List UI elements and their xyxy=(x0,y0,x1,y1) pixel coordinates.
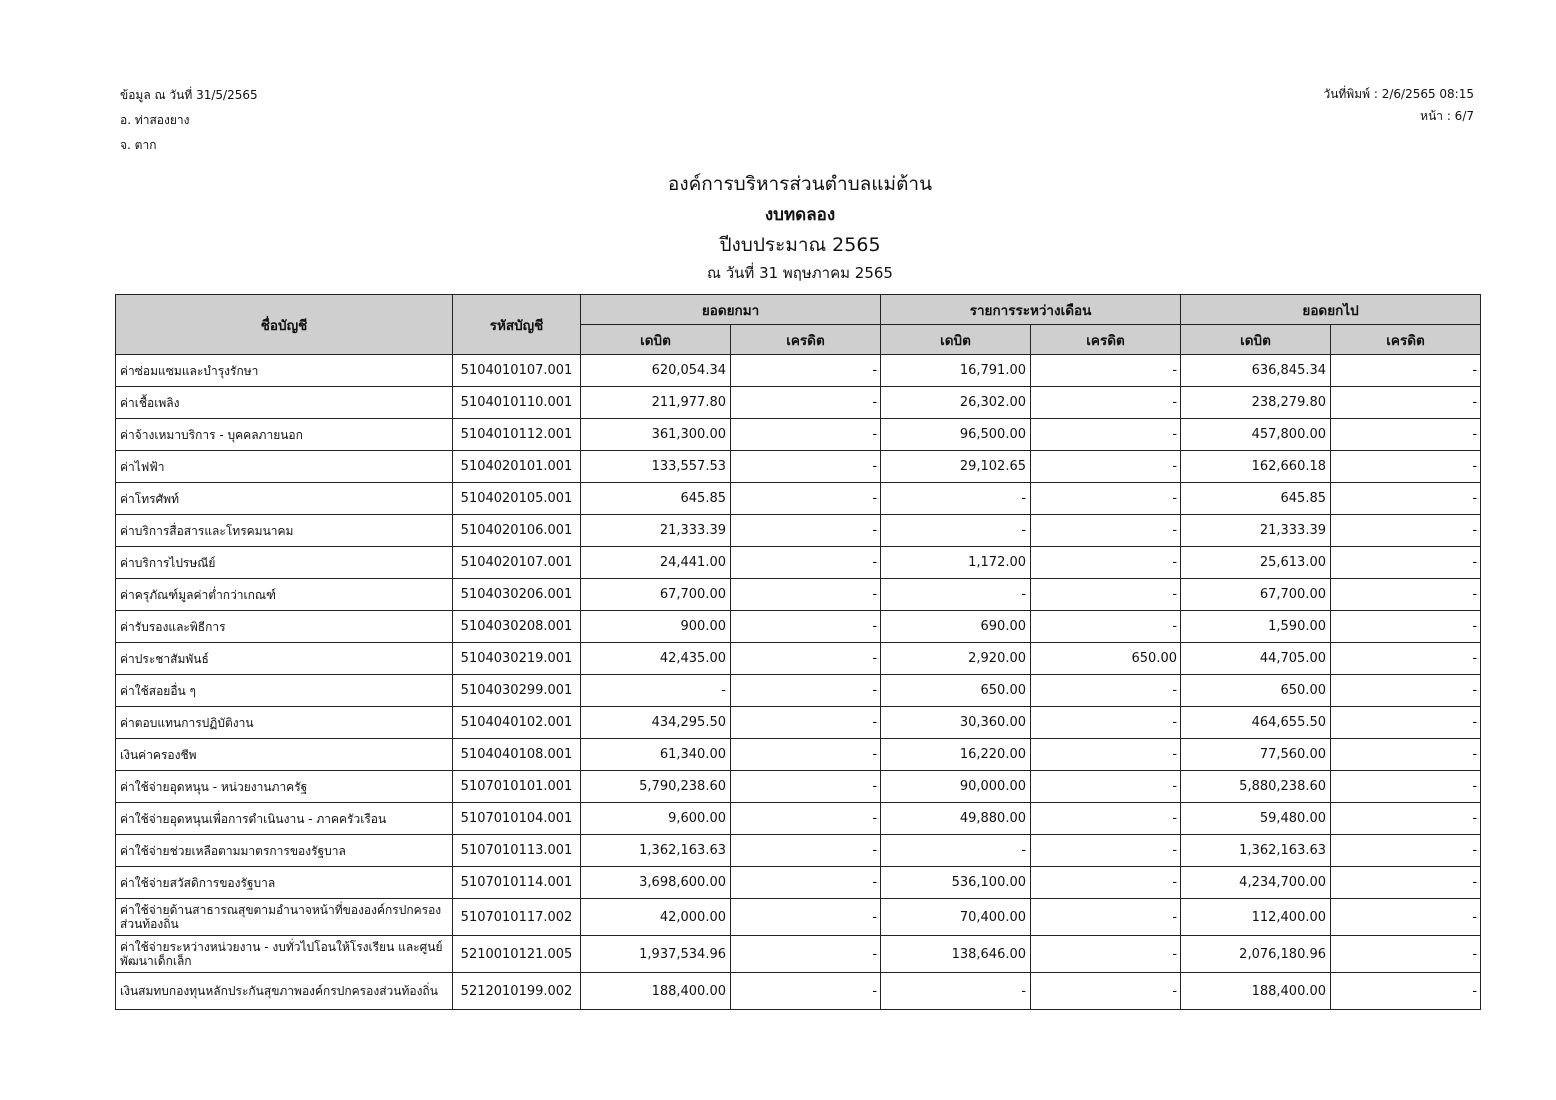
bf-credit-cell: - xyxy=(731,483,881,515)
account-code-cell: 5104020107.001 xyxy=(453,547,581,579)
m-credit-cell: - xyxy=(1031,707,1181,739)
account-code-cell: 5104020105.001 xyxy=(453,483,581,515)
m-debit-cell: 2,920.00 xyxy=(881,643,1031,675)
as-of-date: ณ วันที่ 31 พฤษภาคม 2565 xyxy=(707,264,893,282)
bf-credit-cell: - xyxy=(731,611,881,643)
account-name-cell: ค่าใช้จ่ายด้านสาธารณสุขตามอำนาจหน้าที่ขององค์กรปกครองส่วนท้องถิ่น xyxy=(116,899,453,936)
bf-credit-cell: - xyxy=(731,973,881,1010)
report-title: งบทดลอง xyxy=(764,205,836,225)
account-name-cell: ค่าใช้จ่ายสวัสดิการของรัฐบาล xyxy=(116,867,453,899)
cf-debit-cell: 4,234,700.00 xyxy=(1181,867,1331,899)
table-row xyxy=(116,643,1481,675)
bf-credit-cell: - xyxy=(731,835,881,867)
m-credit-cell: - xyxy=(1031,355,1181,387)
page-number: หน้า : 6/7 xyxy=(1420,109,1474,123)
cf-credit-cell: - xyxy=(1331,867,1481,899)
m-credit-cell: - xyxy=(1031,483,1181,515)
report-meta-left xyxy=(120,88,258,163)
cf-credit-cell: - xyxy=(1331,643,1481,675)
header-cf-credit: เครดิต xyxy=(1331,325,1481,355)
header-cf-debit: เดบิต xyxy=(1181,325,1331,355)
m-debit-cell: - xyxy=(881,973,1031,1010)
m-debit-cell: 650.00 xyxy=(881,675,1031,707)
m-credit-cell: - xyxy=(1031,547,1181,579)
m-credit-cell: - xyxy=(1031,675,1181,707)
account-code-cell: 5104010110.001 xyxy=(453,387,581,419)
cf-credit-cell: - xyxy=(1331,579,1481,611)
cf-credit-cell: - xyxy=(1331,611,1481,643)
account-name-cell: ค่าใช้จ่ายช่วยเหลือตามมาตรการของรัฐบาล xyxy=(116,835,453,867)
table-row xyxy=(116,936,1481,973)
m-credit-cell: - xyxy=(1031,739,1181,771)
account-code-cell: 5104030299.001 xyxy=(453,675,581,707)
bf-debit-cell: 1,362,163.63 xyxy=(581,835,731,867)
account-name-cell: ค่าจ้างเหมาบริการ - บุคคลภายนอก xyxy=(116,419,453,451)
cf-debit-cell: 162,660.18 xyxy=(1181,451,1331,483)
bf-credit-cell: - xyxy=(731,547,881,579)
cf-debit-cell: 1,362,163.63 xyxy=(1181,835,1331,867)
table-row xyxy=(116,867,1481,899)
bf-credit-cell: - xyxy=(731,419,881,451)
cf-debit-cell: 67,700.00 xyxy=(1181,579,1331,611)
m-credit-cell: - xyxy=(1031,515,1181,547)
m-debit-cell: - xyxy=(881,835,1031,867)
m-credit-cell: - xyxy=(1031,899,1181,936)
account-code-cell: 5212010199.002 xyxy=(453,973,581,1010)
m-debit-cell: 690.00 xyxy=(881,611,1031,643)
cf-debit-cell: 2,076,180.96 xyxy=(1181,936,1331,973)
bf-debit-cell: 42,000.00 xyxy=(581,899,731,936)
bf-credit-cell: - xyxy=(731,675,881,707)
account-name-cell: เงินสมทบกองทุนหลักประกันสุขภาพองค์กรปกครองส่วนท้องถิ่น xyxy=(116,973,453,1010)
m-credit-cell: - xyxy=(1031,835,1181,867)
m-credit-cell: - xyxy=(1031,387,1181,419)
account-name-cell: ค่าบริการไปรษณีย์ xyxy=(116,547,453,579)
header-during-month: รายการระหว่างเดือน xyxy=(881,295,1181,325)
cf-credit-cell: - xyxy=(1331,973,1481,1010)
bf-credit-cell: - xyxy=(731,936,881,973)
m-credit-cell: - xyxy=(1031,936,1181,973)
header-account-code: รหัสบัญชี xyxy=(453,295,581,355)
m-credit-cell: - xyxy=(1031,867,1181,899)
m-credit-cell: 650.00 xyxy=(1031,643,1181,675)
bf-credit-cell: - xyxy=(731,643,881,675)
account-name-cell: ค่าใช้จ่ายอุดหนุนเพื่อการดำเนินงาน - ภาคครัวเรือน xyxy=(116,803,453,835)
m-debit-cell: 49,880.00 xyxy=(881,803,1031,835)
account-name-cell: เงินค่าครองชีพ xyxy=(116,739,453,771)
bf-credit-cell: - xyxy=(731,771,881,803)
account-code-cell: 5104030206.001 xyxy=(453,579,581,611)
table-row xyxy=(116,579,1481,611)
bf-debit-cell: 361,300.00 xyxy=(581,419,731,451)
table-row xyxy=(116,675,1481,707)
bf-debit-cell: 900.00 xyxy=(581,611,731,643)
cf-debit-cell: 112,400.00 xyxy=(1181,899,1331,936)
bf-credit-cell: - xyxy=(731,451,881,483)
m-debit-cell: - xyxy=(881,483,1031,515)
bf-debit-cell: 211,977.80 xyxy=(581,387,731,419)
m-debit-cell: 16,791.00 xyxy=(881,355,1031,387)
bf-debit-cell: 5,790,238.60 xyxy=(581,771,731,803)
m-debit-cell: 536,100.00 xyxy=(881,867,1031,899)
cf-credit-cell: - xyxy=(1331,739,1481,771)
cf-debit-cell: 5,880,238.60 xyxy=(1181,771,1331,803)
cf-credit-cell: - xyxy=(1331,419,1481,451)
bf-debit-cell: 9,600.00 xyxy=(581,803,731,835)
header-brought-forward: ยอดยกมา xyxy=(581,295,881,325)
account-code-cell: 5210010121.005 xyxy=(453,936,581,973)
account-name-cell: ค่าไฟฟ้า xyxy=(116,451,453,483)
account-code-cell: 5107010104.001 xyxy=(453,803,581,835)
account-name-cell: ค่าโทรศัพท์ xyxy=(116,483,453,515)
bf-credit-cell: - xyxy=(731,579,881,611)
header-account-name: ชื่อบัญชี xyxy=(116,295,453,355)
table-row xyxy=(116,515,1481,547)
header-carried-forward: ยอดยกไป xyxy=(1181,295,1481,325)
account-code-cell: 5104030219.001 xyxy=(453,643,581,675)
header-bf-credit: เครดิต xyxy=(731,325,881,355)
account-code-cell: 5107010114.001 xyxy=(453,867,581,899)
bf-credit-cell: - xyxy=(731,515,881,547)
bf-debit-cell: 24,441.00 xyxy=(581,547,731,579)
cf-credit-cell: - xyxy=(1331,675,1481,707)
bf-debit-cell: 3,698,600.00 xyxy=(581,867,731,899)
m-debit-cell: 16,220.00 xyxy=(881,739,1031,771)
report-titles xyxy=(0,172,1556,283)
m-credit-cell: - xyxy=(1031,451,1181,483)
cf-credit-cell: - xyxy=(1331,803,1481,835)
cf-credit-cell: - xyxy=(1331,707,1481,739)
m-debit-cell: 26,302.00 xyxy=(881,387,1031,419)
m-credit-cell: - xyxy=(1031,611,1181,643)
account-name-cell: ค่าประชาสัมพันธ์ xyxy=(116,643,453,675)
bf-debit-cell: 42,435.00 xyxy=(581,643,731,675)
account-code-cell: 5104020106.001 xyxy=(453,515,581,547)
bf-credit-cell: - xyxy=(731,867,881,899)
m-credit-cell: - xyxy=(1031,579,1181,611)
cf-debit-cell: 59,480.00 xyxy=(1181,803,1331,835)
table-body xyxy=(116,355,1481,1010)
bf-debit-cell: 434,295.50 xyxy=(581,707,731,739)
account-code-cell: 5104010107.001 xyxy=(453,355,581,387)
cf-debit-cell: 645.85 xyxy=(1181,483,1331,515)
bf-debit-cell: 1,937,534.96 xyxy=(581,936,731,973)
account-name-cell: ค่าครุภัณฑ์มูลค่าต่ำกว่าเกณฑ์ xyxy=(116,579,453,611)
m-debit-cell: 30,360.00 xyxy=(881,707,1031,739)
bf-credit-cell: - xyxy=(731,739,881,771)
header-bf-debit: เดบิต xyxy=(581,325,731,355)
account-code-cell: 5104030208.001 xyxy=(453,611,581,643)
bf-debit-cell: - xyxy=(581,675,731,707)
account-name-cell: ค่าใช้จ่ายระหว่างหน่วยงาน - งบทั่วไปโอนให้โรงเรียน และศูนย์พัฒนาเด็กเล็ก xyxy=(116,936,453,973)
trial-balance-table xyxy=(115,294,1481,1010)
cf-debit-cell: 238,279.80 xyxy=(1181,387,1331,419)
bf-debit-cell: 620,054.34 xyxy=(581,355,731,387)
cf-credit-cell: - xyxy=(1331,515,1481,547)
table-row xyxy=(116,771,1481,803)
table-row xyxy=(116,739,1481,771)
cf-debit-cell: 464,655.50 xyxy=(1181,707,1331,739)
cf-credit-cell: - xyxy=(1331,936,1481,973)
account-name-cell: ค่าตอบแทนการปฏิบัติงาน xyxy=(116,707,453,739)
account-code-cell: 5104020101.001 xyxy=(453,451,581,483)
bf-credit-cell: - xyxy=(731,707,881,739)
m-debit-cell: - xyxy=(881,515,1031,547)
table-row xyxy=(116,451,1481,483)
account-name-cell: ค่ารับรองและพิธีการ xyxy=(116,611,453,643)
m-debit-cell: 138,646.00 xyxy=(881,936,1031,973)
district: อ. ท่าสองยาง xyxy=(120,113,190,127)
table-row xyxy=(116,899,1481,936)
province: จ. ตาก xyxy=(120,138,157,152)
cf-debit-cell: 636,845.34 xyxy=(1181,355,1331,387)
cf-debit-cell: 21,333.39 xyxy=(1181,515,1331,547)
account-name-cell: ค่าซ่อมแซมและบำรุงรักษา xyxy=(116,355,453,387)
account-code-cell: 5104040108.001 xyxy=(453,739,581,771)
bf-debit-cell: 188,400.00 xyxy=(581,973,731,1010)
print-date: วันที่พิมพ์ : 2/6/2565 08:15 xyxy=(1323,87,1474,101)
cf-debit-cell: 44,705.00 xyxy=(1181,643,1331,675)
cf-credit-cell: - xyxy=(1331,899,1481,936)
bf-credit-cell: - xyxy=(731,387,881,419)
bf-debit-cell: 21,333.39 xyxy=(581,515,731,547)
cf-credit-cell: - xyxy=(1331,387,1481,419)
m-debit-cell: 29,102.65 xyxy=(881,451,1031,483)
header-m-debit: เดบิต xyxy=(881,325,1031,355)
table-row xyxy=(116,973,1481,1010)
m-debit-cell: 90,000.00 xyxy=(881,771,1031,803)
bf-debit-cell: 133,557.53 xyxy=(581,451,731,483)
table-row xyxy=(116,835,1481,867)
account-code-cell: 5104040102.001 xyxy=(453,707,581,739)
bf-credit-cell: - xyxy=(731,355,881,387)
bf-debit-cell: 67,700.00 xyxy=(581,579,731,611)
table-row xyxy=(116,483,1481,515)
cf-credit-cell: - xyxy=(1331,547,1481,579)
table-row xyxy=(116,387,1481,419)
bf-credit-cell: - xyxy=(731,899,881,936)
account-name-cell: ค่าใช้จ่ายอุดหนุน - หน่วยงานภาครัฐ xyxy=(116,771,453,803)
data-date: ข้อมูล ณ วันที่ 31/5/2565 xyxy=(120,88,258,102)
table-row xyxy=(116,547,1481,579)
table-row xyxy=(116,803,1481,835)
organization-name: องค์การบริหารส่วนตำบลแม่ต้าน xyxy=(667,173,933,195)
cf-debit-cell: 25,613.00 xyxy=(1181,547,1331,579)
m-debit-cell: - xyxy=(881,579,1031,611)
cf-debit-cell: 457,800.00 xyxy=(1181,419,1331,451)
m-credit-cell: - xyxy=(1031,419,1181,451)
cf-debit-cell: 188,400.00 xyxy=(1181,973,1331,1010)
table-row xyxy=(116,707,1481,739)
m-debit-cell: 1,172.00 xyxy=(881,547,1031,579)
bf-credit-cell: - xyxy=(731,803,881,835)
account-code-cell: 5107010113.001 xyxy=(453,835,581,867)
cf-debit-cell: 650.00 xyxy=(1181,675,1331,707)
header-m-credit: เครดิต xyxy=(1031,325,1181,355)
cf-credit-cell: - xyxy=(1331,355,1481,387)
cf-credit-cell: - xyxy=(1331,771,1481,803)
account-code-cell: 5107010117.002 xyxy=(453,899,581,936)
m-debit-cell: 70,400.00 xyxy=(881,899,1031,936)
account-code-cell: 5104010112.001 xyxy=(453,419,581,451)
cf-credit-cell: - xyxy=(1331,835,1481,867)
m-credit-cell: - xyxy=(1031,803,1181,835)
m-debit-cell: 96,500.00 xyxy=(881,419,1031,451)
cf-debit-cell: 77,560.00 xyxy=(1181,739,1331,771)
m-credit-cell: - xyxy=(1031,973,1181,1010)
account-name-cell: ค่าบริการสื่อสารและโทรคมนาคม xyxy=(116,515,453,547)
bf-debit-cell: 61,340.00 xyxy=(581,739,731,771)
cf-credit-cell: - xyxy=(1331,483,1481,515)
account-code-cell: 5107010101.001 xyxy=(453,771,581,803)
fiscal-year: ปีงบประมาณ 2565 xyxy=(719,234,881,256)
table-row xyxy=(116,611,1481,643)
account-name-cell: ค่าเชื้อเพลิง xyxy=(116,387,453,419)
table-row xyxy=(116,419,1481,451)
account-name-cell: ค่าใช้สอยอื่น ๆ xyxy=(116,675,453,707)
cf-credit-cell: - xyxy=(1331,451,1481,483)
bf-debit-cell: 645.85 xyxy=(581,483,731,515)
table-row xyxy=(116,355,1481,387)
cf-debit-cell: 1,590.00 xyxy=(1181,611,1331,643)
m-credit-cell: - xyxy=(1031,771,1181,803)
report-meta-right xyxy=(1323,87,1474,131)
